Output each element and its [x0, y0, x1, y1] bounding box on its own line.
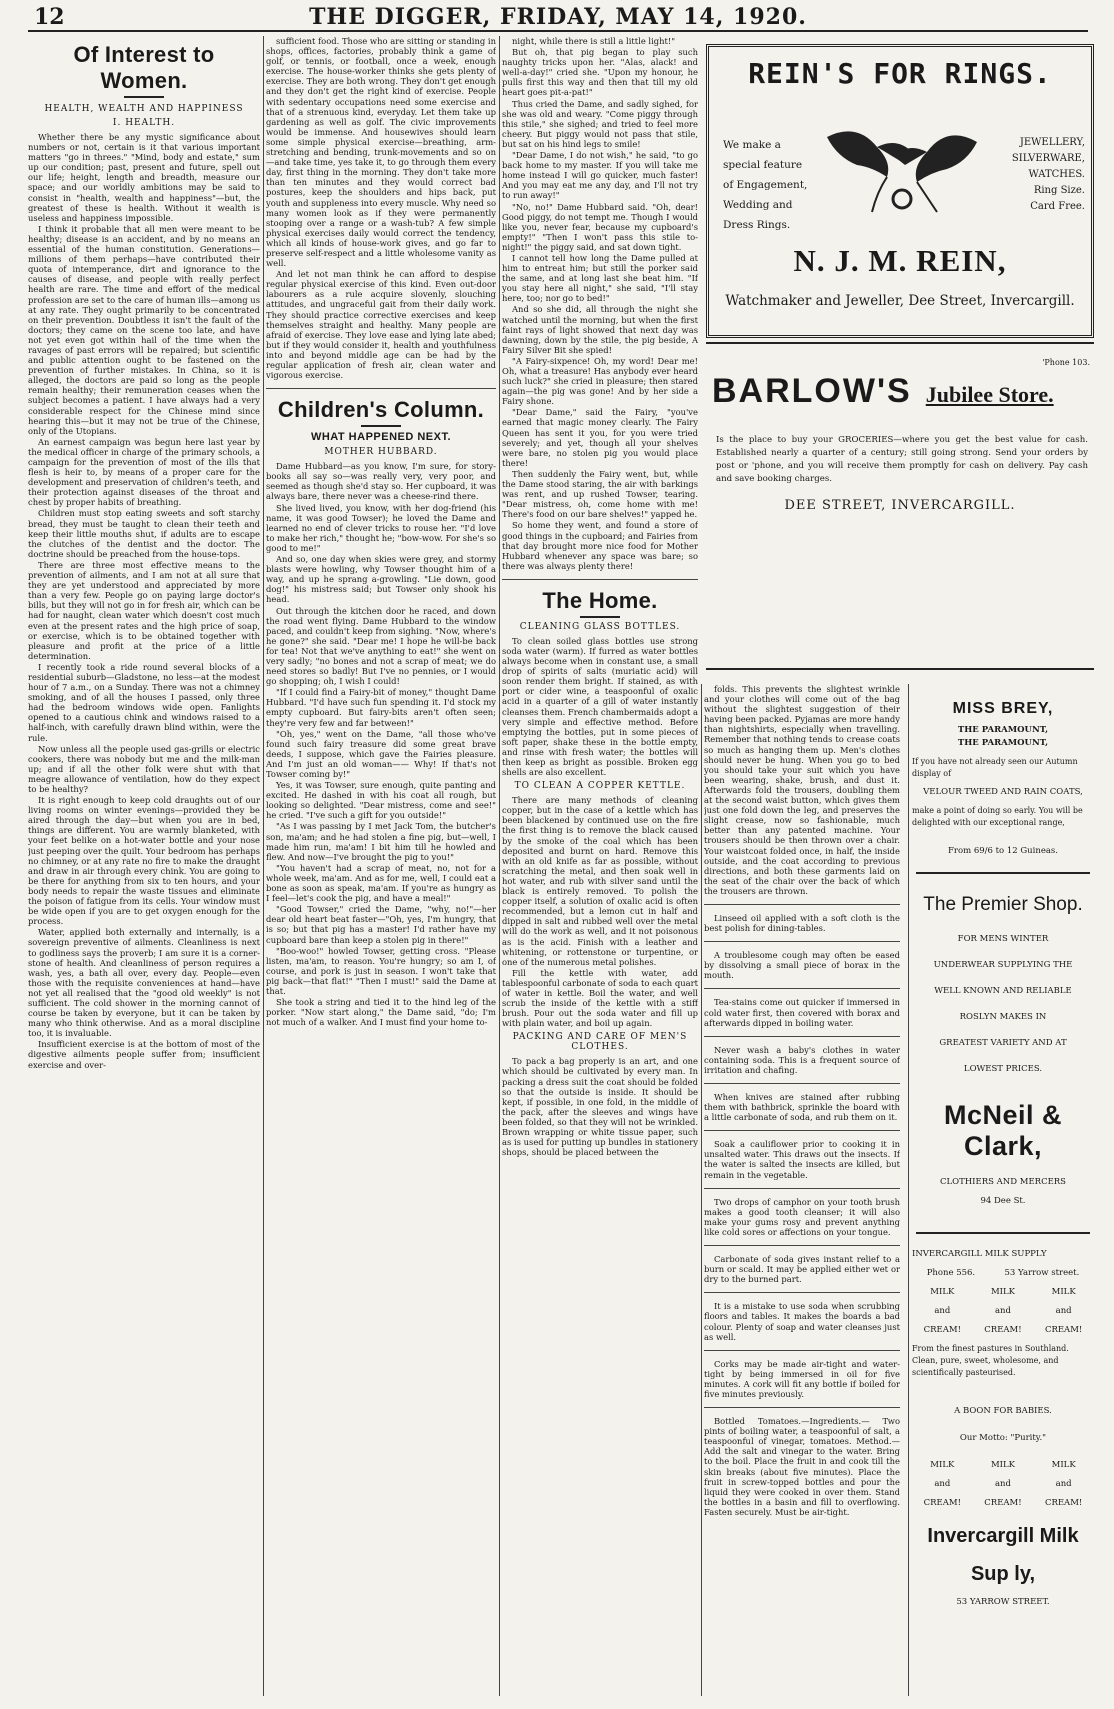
- column-rule: [701, 684, 702, 1696]
- ad-divider: [916, 872, 1090, 874]
- paragraph: Soak a cauliflower prior to cooking it in unsalted water. This draws out the insects. If the water is salted the insects are killed, but remain in the vegetable.: [704, 1139, 900, 1180]
- ad-milk-row: [912, 1497, 1094, 1510]
- paragraph: "You haven't had a scrap of meat, no, not for a whole week, ma'am. And as for me, well, I could eat a bone as soon as speak, ma'am. If you're as hungry as I feel—let's cook the pig, and have a meal!": [266, 862, 496, 904]
- paragraph: Linseed oil applied with a soft cloth is the best polish for dining-tables.: [704, 912, 900, 934]
- advertisement-barlows: [706, 346, 1094, 658]
- story-title: MOTHER HUBBARD.: [324, 447, 438, 458]
- ad-milk-row: [912, 1459, 1094, 1472]
- article-heading: CLEANING GLASS BOTTLES.: [519, 621, 681, 632]
- ad-line: FOR MENS WINTER: [957, 934, 1049, 944]
- ad-body: Is the place to buy your GROCERIES—where you get the best value for cash. Established nearly a quarter of a century; still going strong. Send your orders by post or 'phone, and you will receive them promptly for cash on delivery. Pay cash and save booking charges.: [716, 435, 1088, 484]
- paragraph: "As I was passing by I met Jack Tom, the butcher's son, ma'am; and he had stolen a fine pig, but—well, I made him run, ma'am! I bit him till he howled and flew. And now—I've brought the pig to you!": [266, 821, 496, 862]
- ad-business-name: BARLOW'S: [712, 372, 912, 410]
- paragraph: It is right enough to keep cold draughts out of our living rooms on winter evenings—provided they be aired through the day—but when you are in bed, things are different. You are warmly blanketed, with your feet belike on a hot-water bottle and your nose just peeping over the quilt. Your bedroom has perhaps no chimney, or at any rate no fire to make the draught and draw in air through every chink. You are going to be there for anything from six to ten hours, and your body needs to repair the waste tissues and eliminate the poison of fatigue from its cells. Your window must be wide open if you are to get oxygen enough for the process.: [28, 795, 260, 927]
- article-heading: WHAT HAPPENED NEXT.: [310, 431, 452, 444]
- ad-body: If you have not already seen our Autumn display of: [912, 757, 1078, 778]
- divider: [704, 1407, 900, 1408]
- ad-divider: [706, 668, 1094, 670]
- paragraph: Whether there be any mystic significance about numbers or not, certain is it that various important matters "go in threes." "Mind, body and estate," sum up our condition; past, present and future, spell out our life; height, length and breadth, measure our space; and our worldly ambitions may be said to consist in "health, wealth and happiness"—but, the greatest of these is health. Without it wealth is useless and happiness impossible.: [28, 132, 260, 223]
- ad-phone: 'Phone 103.: [1042, 358, 1090, 367]
- divider: [704, 1036, 900, 1037]
- ad-line: JEWELLERY,: [1019, 137, 1085, 148]
- ad-word: and: [994, 1479, 1011, 1489]
- paragraph: Bottled Tomatoes.—Ingredients.— Two pints of boiling water, a teaspoonful of salt, a teaspoonful of vinegar, tomatoes. Method.—Add the salt and vinegar to the water. Bring to the boil. Place the fruit in and cook till the skin breaks (about five minutes). Place the fruit in screw-topped bottles and pour the liquid they were cooked in over them. Stand the bottles in a basin and fill to overflowing. Fasten securely. Must be air-tight.: [704, 1416, 900, 1517]
- ad-word: CREAM!: [923, 1325, 962, 1335]
- ad-line: LOWEST PRICES.: [963, 1064, 1043, 1074]
- ad-line: VELOUR TWEED AND RAIN COATS,: [923, 787, 1083, 797]
- column-home: [502, 36, 698, 1696]
- ad-business-name: Sup ly,: [970, 1563, 1036, 1585]
- masthead: [28, 4, 1088, 32]
- ad-word: CREAM!: [1044, 1325, 1083, 1335]
- ad-milk-row: [912, 1286, 1094, 1299]
- ad-business-address: Watchmaker and Jeweller, Dee Street, Invercargill.: [725, 293, 1075, 309]
- ad-word: MILK: [990, 1287, 1016, 1297]
- ad-body: make a point of doing so early. You will be delighted with our exceptional range,: [912, 806, 1083, 827]
- separator: [124, 96, 164, 98]
- paragraph: sufficient food. Those who are sitting or standing in shops, offices, factories, probably think a game of golf, or tennis, or football, once a week, enough exercise. The house-worker thinks she gets plenty of exercise. They are both wrong. They don't get enough and they don't get the right kind of exercise. People with sedentary occupations need some exercise and that of a strenuous kind, everyday. Let them take up gardening as well as golf. The civic improvements would be immense. And housewives should learn some simple physical exercise—breathing, arm-stretching and bending, trunk-movements and so on—and take time, yes take it, to go through them every day, first thing in the morning. They don't take more than ten minutes and they would correct bad postures, keep the shoulders and hips back, put youth and suppleness into every muscle. Why need so many women look as if they were permanently stooping over a range or a wash-tub? A few simple physical exercises daily would correct the tendency, which all kinds of house-work gives, and go far to preserve self-respect and a little wholesome vanity as well.: [266, 36, 496, 269]
- paragraph: Out through the kitchen door he raced, and down the road went flying. Dame Hubbard to the window paced, and couldn't keep from sighing. "Now, where's he gone?" she said. "Dear me! I hope he will-be back for tea! Not that we've anything to eat!" she went on very sadly; "no bones and not a scrap of meat; we do need stores so badly! But I've no pennies, or I would go shopping; oh, I wish I could!: [266, 605, 496, 687]
- paragraph: Now unless all the people used gas-grills or electric cookers, there was nobody but me and the milk-man up; and if all the other folk were shut with that meagre allowance of ventilation, how do they expect to be healthy?: [28, 743, 260, 794]
- ad-word: CREAM!: [984, 1325, 1022, 1335]
- paragraph: Yes, it was Towser, sure enough, quite panting and excited. He dashed in with his coat all rough, but looking so delighted. "Dear mistress, come and see!" he cried. "I've such a gift for you outside!": [266, 780, 496, 821]
- paragraph: I recently took a ride round several blocks of a residential suburb—Gladstone, no less—at the modest hour of 7 a.m., on a Sunday. There was not a chimney smoking, and of all the houses I passed, only three had the bedroom windows wide open. Fanlights opened to a cautious chink and windows raised to a half-inch, with carefully drawn blind within, were the rule.: [28, 661, 260, 743]
- ad-business-name: MISS BREY,: [952, 700, 1054, 717]
- section-heading: Of Interest to Women.: [73, 42, 215, 93]
- ad-milk-row: [912, 1324, 1094, 1337]
- separator: [361, 425, 401, 427]
- paragraph: An earnest campaign was begun here last year by the medical officer in charge of the primary schools, a campaign for the prevention of most of the ills that flesh is heir to, by means of a proper care for the development and preservation of children's teeth, and their protection against diseases of the throat and chest by proper habits of breathing.: [28, 436, 260, 508]
- ad-business-name: Invercargill Milk: [927, 1525, 1079, 1547]
- paragraph: Tea-stains come out quicker if immersed in cold water first, then covered with borax and afterwards dipped in boiling water.: [704, 997, 900, 1028]
- ad-headline: REIN'S FOR RINGS.: [748, 57, 1052, 90]
- ad-word: MILK: [930, 1287, 955, 1297]
- divider: [704, 1130, 900, 1131]
- paragraph: Insufficient exercise is at the bottom of most of the digestive ailments people suffer from; insufficient exercise and over-: [28, 1039, 260, 1070]
- article-heading: TO CLEAN A COPPER KETTLE.: [514, 781, 686, 792]
- ad-line: Card Free.: [1030, 201, 1085, 212]
- paragraph: "Boo-woo!" howled Towser, getting cross. "Please listen, ma'am, to reason. You're hungry; so am I, of course, and pork is just in season. I won't take that pig back—that flat!" "Then I must!" said the Dame at that.: [266, 945, 496, 996]
- ad-divider: [706, 342, 1094, 344]
- paragraph: But oh, that pig began to play such naughty tricks upon her. "Alas, alack! and well-a-day!" cried she. "Upon my honour, he pulls first this way and then that till my old heart goes pit-a-pat!": [502, 47, 698, 98]
- ad-business-name: N. J. M. REIN,: [793, 243, 1007, 278]
- divider: [704, 1083, 900, 1084]
- ad-word: and: [934, 1479, 951, 1489]
- masthead-title: THE DIGGER, FRIDAY, MAY 14, 1920.: [309, 4, 807, 30]
- column-rule: [499, 36, 500, 1696]
- ad-milk-row: [912, 1305, 1094, 1318]
- paragraph: "Good Towser," cried the Dame, "why, no!"—her dear old heart beat faster—"Oh, yes, I'm hungry, that is so; but that pig has a master! I'd rather have my cupboard bare than keep a stolen pig in there!": [266, 904, 496, 945]
- paragraph: So home they went, and found a store of good things in the cupboard; and Fairies from that day brought more nice food for Mother Hubbard whenever any space was bare; so there was always plenty there!: [502, 520, 698, 571]
- ad-body: From the finest pastures in Southland. Clean, pure, sweet, wholesome, and scientifically pasteurised.: [912, 1344, 1069, 1377]
- paragraph: "Dear Dame," said the Fairy, "you've earned that magic money clearly. The Fairy Queen has sent it you, for you were tried severely; and yet, though all your shelves were bare, no stolen pig you would place there!: [502, 407, 698, 468]
- ad-line: WELL KNOWN AND RELIABLE: [934, 986, 1072, 996]
- column-home-continued: [704, 684, 900, 1696]
- ad-line: We make a: [723, 139, 781, 151]
- paragraph: It is a mistake to use soda when scrubbing floors and tables. It makes the boards a bad colour. Plenty of soap and water cleanses just as well.: [704, 1301, 900, 1342]
- paragraph: And so she did, all through the night she watched until the morning, but when the first faint rays of light showed that next day was dawning, down by the stile, the pig beside, A Fairy Silver Bit she spied!: [502, 304, 698, 355]
- ad-feature-list: [723, 135, 807, 235]
- ad-headline: INVERCARGILL MILK SUPPLY: [912, 1249, 1047, 1259]
- ad-word: CREAM!: [984, 1498, 1022, 1508]
- paragraph: Thus cried the Dame, and sadly sighed, for she was old and weary. "Come piggy through this stile," she sighed; and tried to feel more cheery. But piggy would not pass that stile, but sat on his hind legs to smile!: [502, 98, 698, 149]
- ad-word: and: [1055, 1306, 1072, 1316]
- article-section: I. HEALTH.: [112, 118, 176, 128]
- ad-tagline: Jubilee Store.: [925, 382, 1054, 407]
- ad-line: of Engagement,: [723, 179, 808, 191]
- column-rule: [908, 684, 909, 1696]
- paragraph: Water, applied both externally and internally, is a sovereign preventive of ailments. Cleanliness is next to godliness says the proverb; I am sure it is a corner-stone of health. And cleanliness of person requires a wash, yes, a bath all over, every day. People—even those with the requisite conveniences at hand—have not yet all realised that the "good old weekly" is not sufficient. The cold shower in the morning cannot of course be taken by everyone, but it can be taken by many who think otherwise. And as a moral discipline too, it is invaluable.: [28, 927, 260, 1039]
- ad-address: 53 YARROW STREET.: [956, 1597, 1050, 1607]
- divider: [704, 904, 900, 905]
- ad-line: CLOTHIERS AND MERCERS: [939, 1177, 1067, 1187]
- ad-business-name: The Premier Shop.: [923, 894, 1083, 915]
- paragraph: I think it probable that all men were meant to be healthy; disease is an accident, and by no means an essential of the human constitution. Generations—millions of them perhaps—have contributed their quota of intemperance, dirt and ignorance to the causes of disease, and people with really perfect health are rare. The time and effort of the medical profession are set to the care of human ills—among us at any rate. They ought primarily to be concentrated on their prevention. Doubtless it isn't the fault of the doctors; they came on the scene too late, and have not yet even got within hail of the time when the ravages of past errors will be repaired; but scientific and public attention ought to be fastened on the prevention of further mistakes. In China, so it is alleged, the doctors are paid so long as the people remain healthy; their remuneration ceases when the subject becomes a patient. I have always had a very considerable respect for the Chinese mind since hearing this—but it may not be true of the Chinese, only of the Utopians.: [28, 223, 260, 436]
- paragraph: To clean soiled glass bottles use strong soda water (warm). If furred as water bottles always become when in constant use, a small drop of spirits of salts (muriatic acid) will soon render them bright. If stained, as with port or cider wine, a teaspoonful of oxalic acid in a quarter of a gill of water instantly cleanses them. French chambermaids adopt a very simple and effective method. Before emptying the bottles, put in some pieces of soft paper, shake these in the bottle empty, and rinse with fresh water; the bottles will then keep as bright as possible. Broken egg shells are also excellent.: [502, 635, 698, 778]
- ad-word: MILK: [930, 1460, 955, 1470]
- paragraph: A troublesome cough may often be eased by dissolving a small piece of borax in the mouth.: [704, 950, 900, 981]
- paragraph: Carbonate of soda gives instant relief to a burn or scald. It may be applied either wet or dry to the burned part.: [704, 1254, 900, 1285]
- ad-line: ROSLYN MAKES IN: [959, 1012, 1047, 1022]
- ad-word: and: [1055, 1479, 1072, 1489]
- separator: [580, 616, 620, 618]
- ad-word: MILK: [1051, 1460, 1076, 1470]
- paragraph: folds. This prevents the slightest wrinkle and your clothes will come out of the bag without the slightest suggestion of their having been packed. Pyjamas are more handy than nightshirts, especially when travelling. Remember that nothing tends to crease coats so much as hanging them up. Men's clothes should never be hung. When you go to bed you should take your suit which you have been wearing, shake, brush, and dust it. Afterwards fold the trousers, doubling them at the second waist button, which gives them just one fold down the leg, and preserves the slight crease, now so fashionable, much better than any patented machine. Your trousers should be then thrown over a chair. Your waistcoat folded once, in half, the inside outside, and the coat according to previous directions, and both these garments laid on the seat of the chair over the back of which the trousers are thrown.: [704, 684, 900, 896]
- ad-line: Wedding and: [723, 199, 793, 211]
- paragraph: And let not man think he can afford to despise regular physical exercise of this kind. Even out-door labourers as a rule acquire slovenly, slouching attitudes, and ungraceful gait from their daily work. They should practice corrective exercises and keep themselves straight and healthy. Many people are afraid of exercise. They love ease and lying late abed; but if they would consider it, health and youthfulness into and beyond middle age can be had by the regular application of fresh air, clean water and vigorous exercise.: [266, 269, 496, 381]
- divider: [266, 388, 496, 389]
- page-number: 12: [34, 4, 65, 30]
- column-childrens: [266, 36, 496, 1696]
- column-womens-interest: [28, 36, 260, 1696]
- divider: [704, 1350, 900, 1351]
- article-heading: HEALTH, WEALTH AND HAPPINESS: [44, 104, 244, 114]
- ad-word: and: [934, 1306, 951, 1316]
- paragraph: There are three most effective means to the prevention of ailments, and I am not at all sure that they are yet understood and appreciated by more than a very few. People go on paying large doctor's bills, but they will not go in for fresh air, which can be had for naught, clean water which doesn't cost much even at the present rates and the high price of soap, or exercise, which is to be obtained together with pleasure and profit at the price of a little determination.: [28, 559, 260, 661]
- ad-word: MILK: [990, 1460, 1016, 1470]
- right-advertisements: [912, 688, 1094, 1696]
- ad-address: DEE STREET, INVERCARGILL.: [784, 498, 1016, 513]
- ad-motto: Our Motto: "Purity.": [959, 1433, 1047, 1443]
- ad-services-list: [1012, 135, 1085, 215]
- ad-line: Ring Size.: [1033, 185, 1085, 196]
- paragraph: "A Fairy-sixpence! Oh, my word! Dear me! Oh, what a treasure! Has anybody ever heard such luck?" she cried in pleasure; then stared again—the pig was gone! And by her side a Fairy shone.: [502, 355, 698, 407]
- paragraph: When knives are stained after rubbing them with bathbrick, sprinkle the board with a little carbonate of soda, and rub them on it.: [704, 1092, 900, 1123]
- ad-line: GREATEST VARIETY AND AT: [939, 1038, 1067, 1048]
- paragraph: She took a string and tied it to the hind leg of the porker. "Now start along," the Dame said, "do; I'm not much of a walker. And I must find your home to-: [266, 997, 496, 1028]
- paragraph: "Oh, yes," went on the Dame, "all those who've found such fairy treasure did some great brave deeds, I suppose, which gave the Fairies pleasure. And I'm just an old woman—— Why! If that's not Towser coming by!": [266, 728, 496, 779]
- divider: [704, 941, 900, 942]
- paragraph: Fill the kettle with water, add tablespoonful carbonate of soda to each quart of water in kettle. Boil the water, and well scrub the inside of the kettle with a stiff brush. Pour out the soda water and fill up with plain water, and boil up again.: [502, 967, 698, 1029]
- ad-headline: [712, 372, 1054, 411]
- paragraph: To pack a bag properly is an art, and one which should be cultivated by every man. In packing a dress suit the coat should be folded so that the outside is inside. It should be kept, if possible, in one fold, in the middle of the pack, after the sleeves and wings have been folded, so that they will not be wrinkled. Brown wrapping or white tissue paper, such as is used for putting up bundles in stationery shops, should be placed between the: [502, 1056, 698, 1158]
- ad-milk-row: [912, 1478, 1094, 1491]
- divider: [704, 1188, 900, 1189]
- paragraph: Then suddenly the Fairy went, but, while the Dame stood staring, the air with barkings was rent, and up rushed Towser, tearing. "Dear mistress, oh, come home with me! There's food on our bare shelves!" yapped he.: [502, 468, 698, 520]
- column-rule: [263, 36, 264, 1696]
- ad-line: SILVERWARE,: [1011, 153, 1085, 164]
- ad-divider: [916, 1232, 1090, 1234]
- article-heading: PACKING AND CARE OF MEN'S CLOTHES.: [512, 1032, 688, 1053]
- paragraph: And so, one day when skies were grey, and stormy blasts were howling, why Towser thought him of a way, and up he sprang a-growling. "Lie down, good dog!" his mistress said; but Towser only shook his head.: [266, 554, 496, 605]
- ad-word: MILK: [1051, 1287, 1076, 1297]
- ad-line: WATCHES.: [1028, 169, 1085, 180]
- divider: [704, 1292, 900, 1293]
- paragraph: She lived lived, you know, with her dog-friend (his name, it was good Towser); he loved the Dame and learned no end of clever tricks to rouse her. "I'd love to make her rich," thought he; "bow-wow. For she's so good to me!": [266, 502, 496, 553]
- ad-contact-row: [912, 1267, 1094, 1280]
- paragraph: Children must stop eating sweets and soft starchy bread, they must be taught to clean their teeth and keep their little mouths shut, if adults are to escape the clutches of the dentist and the doctor. The doctrine should be preached from the house-tops.: [28, 508, 260, 559]
- divider: [704, 988, 900, 989]
- paragraph: Two drops of camphor on your tooth brush makes a good tooth cleanser; it will also make your gums rosy and prevent anything like cold sores or affections on your tongue.: [704, 1196, 900, 1237]
- advertisement-reins-rings: [706, 44, 1094, 338]
- ad-line: THE PARAMOUNT,: [957, 725, 1049, 735]
- paragraph: "If I could find a Fairy-bit of money," thought Dame Hubbard. "I'd have such fun spending it. I'd stock my empty cupboard. But fairy-bits aren't often seen; they're very few and far between!": [266, 687, 496, 728]
- ad-line: Dress Rings.: [723, 219, 791, 231]
- ad-line: special feature: [723, 159, 803, 171]
- ad-line: UNDERWEAR SUPPLYING THE: [933, 960, 1073, 970]
- paragraph: Dame Hubbard—as you know, I'm sure, for story-books all say so—was really very, very poor, and seemed as though she'd stay so. Her cupboard, it was always bare, there never was a cheese-rind there.: [266, 461, 496, 502]
- paragraph: "No, no!" Dame Hubbard said. "Oh, dear! Good piggy, do not tempt me. Though I would like you, never fear, because my cupboard's empty!" "Then I won't pass this stile to-night!" the piggy said, and sat down tight.: [502, 201, 698, 252]
- ad-line: THE PARAMOUNT,: [957, 738, 1049, 748]
- ad-word: CREAM!: [1044, 1498, 1083, 1508]
- ad-address: 94 Dee St.: [980, 1196, 1026, 1206]
- ad-word: CREAM!: [923, 1498, 962, 1508]
- ad-address: 53 Yarrow street.: [1004, 1268, 1080, 1278]
- divider: [502, 579, 698, 580]
- section-heading: Children's Column.: [277, 397, 485, 423]
- paragraph: Never wash a baby's clothes in water containing soda. This is a frequent source of irritation and chafing.: [704, 1044, 900, 1075]
- paragraph: There are many methods of cleaning copper, but in the case of a kettle which has been blackened by continued use on the fire the first thing is to remove the black caused by the smoke of the coal which has been deposited and burnt on hard. Remove this with an old knife as far as possible, without scratching the metal, and then soak well in hot water, and rub with silver sand until the black is entirely removed. To polish the copper itself, a solution of oxalic acid is often recommended, but a lemon cut in half and dipped in salt and rubbed well over the metal will do the work as well, and it not poisonous as is the acid. Finish with a leather and whitening, or rottenstone or turpentine, or one of the numerous metal polishes.: [502, 795, 698, 967]
- ad-line: A BOON FOR BABIES.: [954, 1406, 1052, 1416]
- ad-price: From 69/6 to 12 Guineas.: [947, 846, 1058, 856]
- paragraph: I cannot tell how long the Dame pulled at him to entreat him; but still the porker said the same, and at long last she beat him. "If you stay here all night," she said, "I'll stay here, too; nor go to bed!": [502, 252, 698, 304]
- divider: [704, 1245, 900, 1246]
- paragraph: night, while there is still a little light!": [512, 36, 676, 46]
- paragraph: Corks may be made air-tight and water-tight by being immersed in oil for five minutes. A cork will fit any bottle if boiled for five minutes previously.: [704, 1358, 900, 1399]
- paragraph: "Dear Dame, I do not wish," he said, "to go back home to my master. If you will take me home instead I will go quicker, much faster! And you may eat me any day, and I'll not try to run away!": [502, 150, 698, 201]
- ad-phone: Phone 556.: [926, 1268, 976, 1278]
- ad-firm-name: McNeil & Clark,: [943, 1100, 1063, 1161]
- section-heading: The Home.: [542, 587, 658, 613]
- swallows-ring-illustration: [817, 117, 987, 217]
- ad-word: and: [994, 1306, 1011, 1316]
